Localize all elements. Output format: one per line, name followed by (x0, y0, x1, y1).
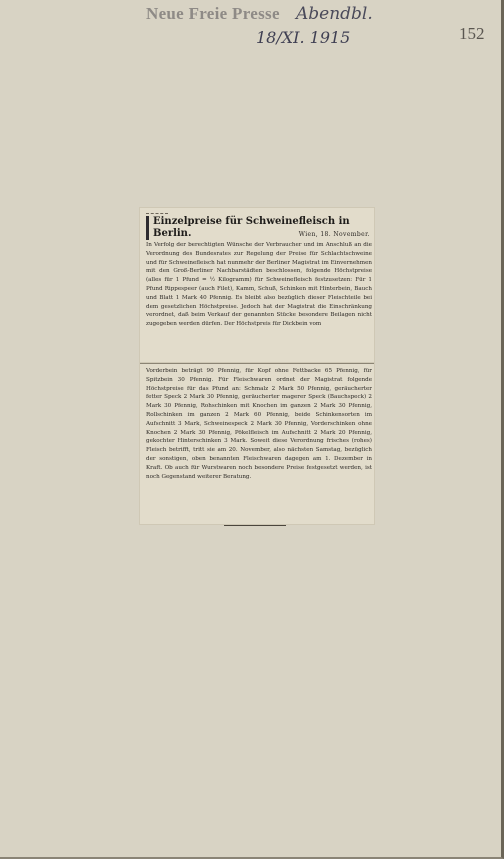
handwritten-date: 18/XI. 1915 (256, 28, 351, 47)
handwritten-edition: Abendbl. (296, 4, 373, 24)
article-text-part2: Vorderbein beträgt 90 Pfennig, für Kopf ohne Fettbacke 65 Pfennig, für Spitzbein 30 Pfennig. Für Fleischwaren ordnet der Magistrat folgende Höchstpreise für das Pfund an: Schmalz 2 Mark 50 Pfennig, geräucherter fetter Speck 2 Mark 30 Pfennig, geräucherter magerer Speck (Bauchspeck) 2 Mark 30 Pfennig, Rohschinken mit Knochen im ganzen 2 Mark 30 Pfennig, Rollschinken im ganzen 2 Mark 60 Pfennig, beide Schinkensorten im Aufschnitt 3 Mark, Schweinespeck 2 Mark 30 Pfennig, Vorderschinken ohne Knochen 2 Mark 30 Pfennig, Pökelfleisch im Aufschnitt 2 Mark 20 Pfennig, gekochter Hinterschinken 3 Mark. Soweit diese Verordnung frisches (rohes) Fleisch betrifft, tritt sie am 20. November, also nächsten Samstag, bezüglich der sonstigen, oben benannten Fleischwaren dagegen am 1. Dezember in Kraft. Ob auch für Wurstwaren noch besondere Preise festgesetzt werden, ist noch Gegenstand weiterer Beratung. (146, 368, 372, 480)
article-text-part1: In Verfolg der berechtigten Wünsche der Verbraucher und im Anschluß an die Verordnung des Bundesrates zur Regelung der Preise für Schlachtschweine und für Schweinefleisch hat nunmehr der Berliner Magistrat im Einvernehmen mit den Groß-Berliner Nachbarstädten beschlossen, folgende Höchstpreise (alles für 1 Pfund = ½ Kilogramm) für Schweinefleisch festzusetzen: Für 1 Pfund Rippespeer (auch Filet), Kamm, Schuß, Schinken mit Hinterbein, Bauch und Blatt 1 Mark 40 Pfennig. Es bleibt also bezüglich dieser Fleischteile bei dem gesetzlichen Höchstpreise. Jedoch hat der Magistrat die Einschränkung verordnet, daß beim Verkauf der genannten Stücke besondere Beilagen nicht zugegeben werden dürfen. Der Höchstpreis für Dickbein vom (146, 242, 372, 328)
article-title: Einzelpreise für Schweinefleisch in Berlin. (146, 216, 372, 240)
end-rule (224, 525, 286, 526)
newspaper-stamp: Neue Freie Presse (146, 4, 280, 23)
page-number: 152 (459, 24, 485, 43)
clipping-cut-mark (146, 213, 168, 214)
article-dateline: Wien, 18. November. (298, 231, 370, 238)
clipping-seam (140, 363, 374, 364)
